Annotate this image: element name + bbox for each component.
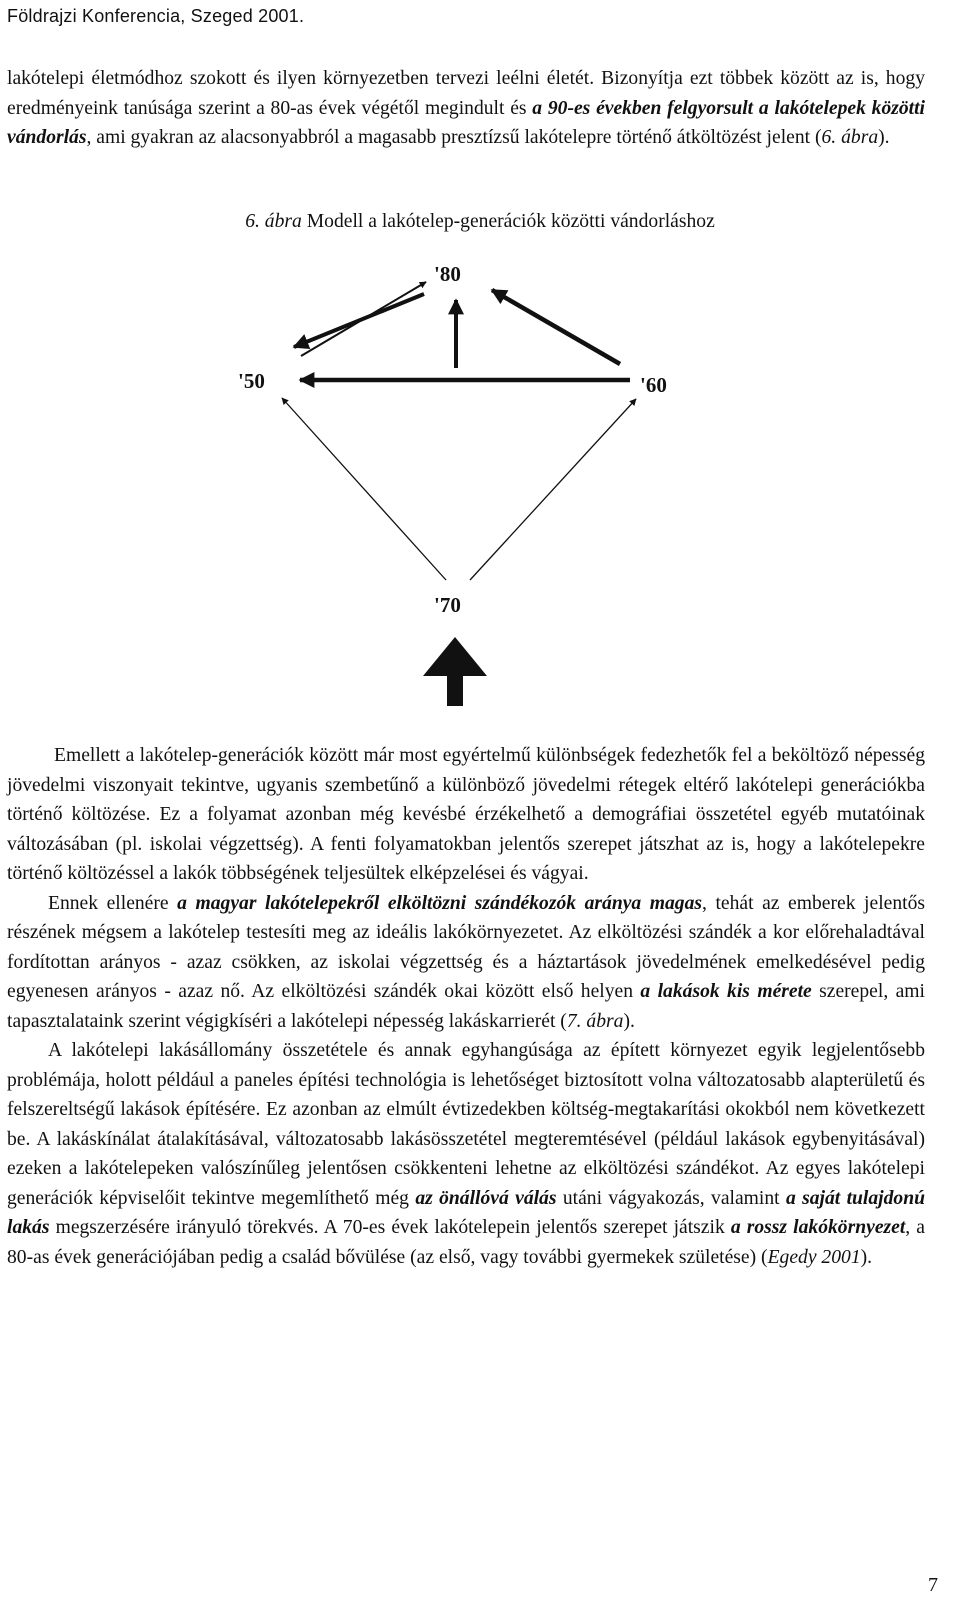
intro-emphasis: a 90-es években felgyorsult a lakótelepek közötti vándorlás <box>7 97 925 148</box>
p3-text-b: utáni vágyakozás, valamint <box>556 1187 786 1209</box>
p2-text-a: Ennek ellenére <box>48 892 178 914</box>
p3-emphasis-1: az önállóvá válás <box>415 1187 557 1209</box>
arrow-70-to-60 <box>470 399 636 580</box>
p3-text-d: , a 80-as évek generációjában pedig a család bővülése (az első, vagy további gyermekek születése) ( <box>7 1217 925 1268</box>
big-upward-arrow <box>423 637 487 706</box>
p3-text-c: megszerzésére irányuló törekvés. A 70-es évek lakótelepein jelentős szerepet játszik <box>49 1217 731 1238</box>
node-label-70: '70 <box>434 593 461 617</box>
body-paragraph-1-text: Emellett a lakótelep-generációk között már most egyértelmű különbségek fedezhetők fel a beköltöző népesség jövedelmi viszonyait tekintve, ugyanis szembetűnő a különböző jövedelmi rétegek eltérő lakótelepi generációkba történő költözése. Ez a folyamat azonban még kevésbé érzékelhető a demográfiai összetétel egyéb mutatóinak változásában (pl. iskolai végzettség). A fenti folyamatokban jelentős szerepet játszhat az is, hogy a lakótelepekre történő költözéssel a lakók többségének teljesültek elképzelései és vágyai. <box>7 745 925 884</box>
body-paragraph-1 <box>7 741 925 889</box>
intro-text-3: ). <box>878 127 890 148</box>
page-number: 7 <box>928 1574 938 1596</box>
p3-emphasis-2: a saját tulajdonú lakás <box>7 1187 925 1238</box>
p2-emphasis-1: a magyar lakótelepekről elköltözni szándékozók aránya magas <box>177 892 703 914</box>
running-header: Földrajzi Konferencia, Szeged 2001. <box>7 6 305 26</box>
body-text <box>7 741 925 1272</box>
intro-text-2: , ami gyakran az alacsonyabbról a magasabb presztízsű lakótelepre történő átköltözést jelent ( <box>86 127 822 148</box>
p3-text-a: A lakótelepi lakásállomány összetétele és annak egyhangúsága az épített környezet egyik legjelentősebb problémája, holott például a paneles építési technológia is lehetőséget biztosított volna változatosabb alapterületű és felszereltségű lakások építésére. Ez azonban az elmúlt évtizedekben költség-megtakarítási okokból nem következett be. A lakáskínálat átalakításával, változatosabb lakásösszetétel megteremtésével (például lakások egybenyitásával) ezeken a lakótelepeken valószínűleg jelentősen csökkenteni lehetne az elköltözési szándékot. Az egyes lakótelepi generációk képviselőit tekintve megemlíthető még <box>7 1040 925 1209</box>
arrow-60-to-80 <box>492 290 620 364</box>
intro-text-1: lakótelepi életmódhoz szokott és ilyen környezetben tervezi leélni életét. Bizonyítja ezt többek között az is, hogy eredményeink tanúsága szerint a 80-as évek végétől megindult és <box>7 68 925 119</box>
node-label-50: '50 <box>238 369 265 393</box>
p3-citation: Egedy 2001 <box>767 1246 861 1268</box>
intro-figure-ref: 6. ábra <box>821 127 879 148</box>
figure-caption-text: Modell a lakótelep-generációk közötti vándorláshoz <box>301 211 715 232</box>
body-paragraph-2 <box>7 889 925 1037</box>
p2-text-d: ). <box>623 1010 635 1032</box>
node-label-80: '80 <box>434 262 461 286</box>
p2-text-c: szerepel, ami tapasztalataink szerint végigkíséri a lakótelepi népesség lakáskarrierét ( <box>7 981 925 1032</box>
arrow-70-to-50 <box>282 398 446 580</box>
p2-text-b: , tehát az emberek jelentős részének mégsem a lakótelep testesíti meg az ideális lakókörnyezetet. Az elköltözési szándék a kor előrehaladtával fordítottan arányos - azaz csökken, az iskolai végzettség és a háztartások jövedelmének emelkedésével pedig egyenesen arányos - azaz nő. Az elköltözési szándék okai között első helyen <box>7 892 925 1002</box>
p2-figure-ref: 7. ábra <box>566 1010 624 1032</box>
p3-text-e: ). <box>860 1246 873 1268</box>
body-paragraph-3 <box>7 1036 925 1272</box>
figure-caption-number: 6. ábra <box>245 211 302 232</box>
p3-emphasis-3: a rossz lakókörnyezet <box>730 1217 906 1238</box>
p2-emphasis-2: a lakások kis mérete <box>640 981 812 1002</box>
arrow-50-to-80-thick <box>294 294 424 347</box>
node-label-60: '60 <box>640 373 667 397</box>
